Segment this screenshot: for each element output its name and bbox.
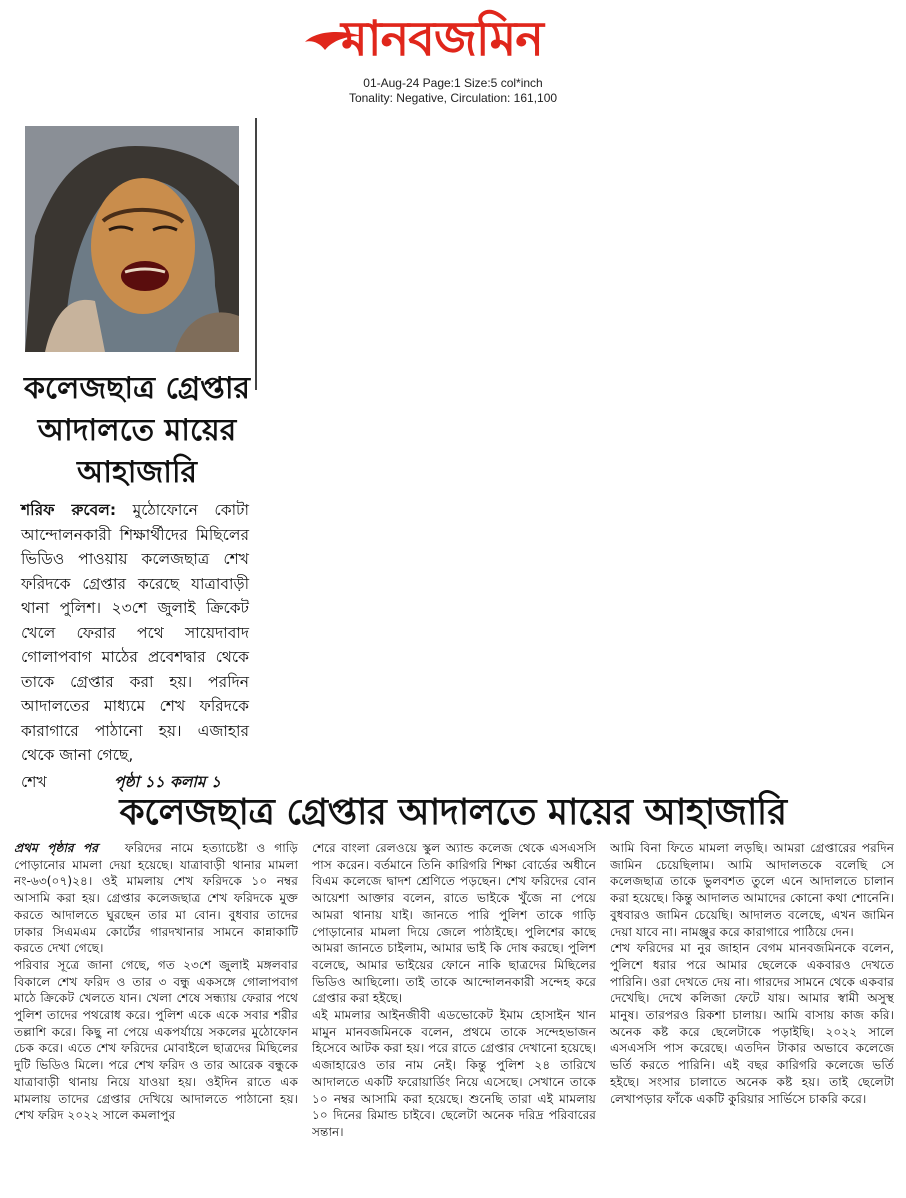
body-paragraph: পরিবার সূত্রে জানা গেছে, গত ২৩শে জুলাই মঙ্গলবার বিকালে শেখ ফরিদ ও তার ৩ বন্ধু একসঙ্গে গোলাপবাগ মাঠে ক্রিকেট খেলতে যান। খেলা শেষে সন্ধ্যায় ফেরার পথে পুলিশ তাদের পথরোধ করে। পুলিশ একে একে সবার শরীর তল্লাশি করে। কিছু না পেয়ে একপর্যায়ে সকলের মুঠোফোন চেক করে। এতে শেখ ফরিদের মোবাইলে ছাত্রদের মিছিলের দুটি ভিডিও মিলে। পরে শেখ ফরিদ ও তার আরেক বন্ধুকে যাত্রাবাড়ী থানায় নিয়ে যাওয়া হয়। ওইদিন রাতে এক মামলায় তাদের গ্রেপ্তার দেখিয়ে আদালতে পাঠানো হয়। শেখ ফরিদ ২০২২ সালে কমলাপুর bbox=[14, 957, 298, 1123]
body-paragraph: আমি বিনা ফিতে মামলা লড়ছি। আমরা গ্রেপ্তারের পরদিন জামিন চেয়েছিলাম। আমি আদালতকে বলেছি সে কলেজছাত্র তাকে ভুলবশত তুলে এনে আদালতে চালান করা হয়েছে। কিন্তু আদালত আমাদের কোনো কথা শোনেনি। বুধবারও জামিন চেয়েছি। আদালত বলেছে, এখন জামিন দেয়া যাবে না। নামঞ্জুর করে কারাগারে পাঠিয়ে দেন। bbox=[610, 841, 894, 939]
article-headline-main: কলেজছাত্র গ্রেপ্তার আদালতে মায়ের আহাজারি bbox=[119, 792, 787, 833]
body-column-2 bbox=[312, 840, 596, 1190]
masthead bbox=[0, 6, 906, 106]
continued-on-page-ref: পৃষ্ঠা ১১ কলাম ১ bbox=[114, 772, 221, 791]
article-body-columns bbox=[14, 840, 894, 1190]
article-byline: শরিফ রুবেল: bbox=[21, 501, 117, 519]
newspaper-logo bbox=[303, 6, 603, 72]
lead-last-word: শেখ bbox=[21, 772, 47, 791]
body-paragraph: শেরে বাংলা রেলওয়ে স্কুল অ্যান্ড কলেজ থেকে এসএসসি পাস করেন। বর্তমানে তিনি কারিগরি শিক্ষা বোর্ডের অধীনে বিএম কলেজে দ্বাদশ শ্রেণিতে পড়ছেন। শেখ ফরিদের বোন আয়েশা আক্তার বলেন, রাতে ভাইকে খুঁজে না পেয়ে আমরা থানায় যাই। জানতে পারি পুলিশ তাকে গাড়ি পোড়ানোর মামলা দিয়ে জেলে পাঠাইছে। পুলিশের কাছে আমরা জানতে চাইলাম, আমার ভাই কি দোষ করছে। পুলিশ বলেছে, আমার ভাইয়ের ফোনে নাকি ছাত্রদের মিছিলের ভিডিও আছিলো। তাই তাকে আন্দোলনকারী সন্দেহ করে গ্রেপ্তার করা হইছে। bbox=[312, 841, 596, 1006]
article-lead-text: মুঠোফোনে কোটা আন্দোলনকারী শিক্ষার্থীদের মিছিলের ভিডিও পাওয়ায় কলেজছাত্র শেখ ফরিদকে গ্রেপ্তার করেছে যাত্রাবাড়ী থানা পুলিশ। ২৩শে জুলাই ক্রিকেট খেলে ফেরার পথে সায়েদাবাদ গোলাপবাগ মাঠের প্রবেশদ্বার থেকে তাকে গ্রেপ্তার করা হয়। পরদিন আদালতের মাধ্যমে শেখ ফরিদকে কারাগারে পাঠানো হয়। এজাহার থেকে জানা গেছে, bbox=[21, 501, 249, 764]
article-photo bbox=[25, 126, 239, 352]
clip-tonality-line: Tonality: Negative, Circulation: 161,100 bbox=[348, 91, 558, 105]
article-lead bbox=[21, 498, 249, 794]
logo-text: মানবজমিন bbox=[341, 11, 543, 67]
body-paragraph: শেখ ফরিদের মা নুর জাহান বেগম মানবজমিনকে বলেন, পুলিশে ধরার পরে আমার ছেলেকে একবারও দেখতে পারিনি। ওরা দেখতে দেয় না। গারদের সামনে থেকে একবার দেখেছি। দেখে কলিজা ফেটে যায়। আমার স্বামী অসুস্থ মানুষ। তারপরও রিকশা চালায়। আমি বাসায় কাজ করি। অনেক কষ্ট করে ছেলেটাকে পড়াইছি। ২০২২ সালে এসএসসি পাস করেছে। এতদিন টাকার অভাবে কলেজে ভর্তি করতে পারিনি। এই বছর কারিগরি কলেজে ভর্তি হইছে। সংসার চালাতে অনেক কষ্ট হয়। তাই ছেলেটা লেখাপড়ার ফাঁকে একটি কুরিয়ার সার্ভিসে চাকরি করে। bbox=[610, 941, 894, 1106]
continuation-kicker: প্রথম পৃষ্ঠার পর bbox=[14, 841, 98, 855]
body-column-3 bbox=[610, 840, 894, 1190]
article-left-column bbox=[18, 118, 256, 791]
clip-meta-line: 01-Aug-24 Page:1 Size:5 col*inch bbox=[363, 76, 543, 90]
article-headline-left: কলেজছাত্র গ্রেপ্তার আদালতে মায়ের আহাজারি bbox=[23, 371, 251, 490]
body-paragraph: প্রথম পৃষ্ঠার পর ফরিদের নামে হত্যাচেষ্টা ও গাড়ি পোড়ানোর মামলা দেয়া হয়েছে। যাত্রাবাড়ী থানার মামলা নং-৬৩(০৭)২৪। ওই মামলায় শেখ ফরিদকে ১০ নম্বর আসামি করা হয়। গ্রেপ্তার কলেজছাত্র শেখ ফরিদকে মুক্ত করতে আদালতে ঘুরছেন তার মা বোন। বুধবার তাদের ঢাকার সিএমএম কোর্টের গারদখানার সামনে কান্নাকাটি করতে দেখা গেছে। bbox=[14, 841, 298, 956]
body-paragraph: এই মামলার আইনজীবী এডভোকেট ইমাম হোসাইন খান মামুন মানবজমিনকে বলেন, প্রথমে তাকে সন্দেহভাজন হিসেবে আটক করা হয়। পরে রাতে গ্রেপ্তার দেখানো হয়েছে। এজাহারেও তার নাম নেই। কিন্তু পুলিশ ২৪ তারিখে আদালতে একটি ফরোয়ার্ডিং নিয়ে এসেছে। সেখানে তাকে ১০ নম্বর আসামি করা হয়েছে। শুনেছি তারা এই মামলায় ১০ দিনের রিমান্ড চাইবে। ছেলেটা অনেক দরিদ্র পরিবারের সন্তান। bbox=[312, 1008, 596, 1139]
body-column-1 bbox=[14, 840, 298, 1190]
